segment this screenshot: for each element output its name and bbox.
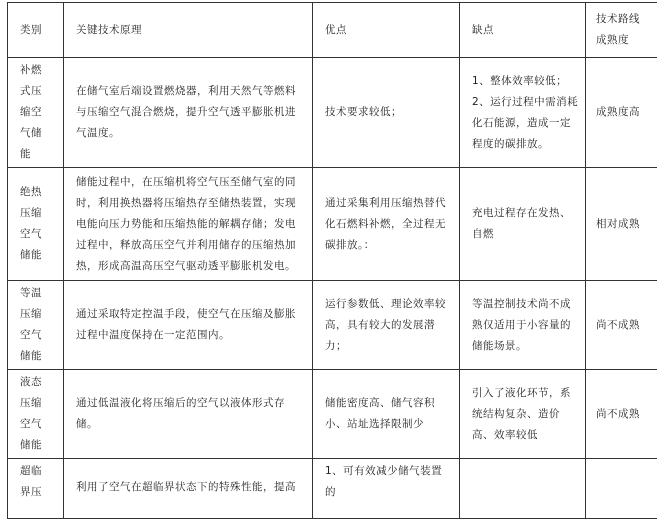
table-row bbox=[8, 168, 657, 281]
row-principle: 通过采取特定控温手段，使空气在压缩及膨胀过程中温度保持在一定范围内。 bbox=[64, 281, 313, 370]
table-row bbox=[8, 370, 657, 459]
row-advantages: 储能密度高、储气容积小、站址选择限制少 bbox=[313, 370, 460, 459]
row-advantages: 技术要求较低； bbox=[313, 58, 460, 168]
disadvantage-item: 等温控制技术尚不成熟仅适用于小容量的储能场景。 bbox=[472, 294, 579, 357]
row-disadvantages bbox=[460, 459, 586, 519]
disadvantage-item: 引入了液化环节，系统结构复杂、造价高、效率较低 bbox=[472, 383, 579, 446]
header-principle: 关键技术原理 bbox=[64, 3, 313, 58]
row-principle: 通过低温液化将压缩后的空气以液体形式存储。 bbox=[64, 370, 313, 459]
row-maturity: 尚不成熟 bbox=[586, 370, 657, 459]
row-category: 液态压缩空气储能 bbox=[8, 370, 64, 459]
row-maturity: 相对成熟 bbox=[586, 168, 657, 281]
disadvantage-item: 充电过程存在发热、自燃 bbox=[472, 203, 579, 245]
row-category: 补燃式压缩空气储能 bbox=[8, 58, 64, 168]
row-maturity: 成熟度高 bbox=[586, 58, 657, 168]
row-category: 超临界压 bbox=[8, 459, 64, 519]
header-advantages: 优点 bbox=[313, 3, 460, 58]
row-category: 绝热压缩空气储能 bbox=[8, 168, 64, 281]
row-maturity bbox=[586, 459, 657, 519]
technology-comparison-table bbox=[7, 2, 657, 519]
header-disadvantages: 缺点 bbox=[460, 3, 586, 58]
disadvantage-item: 2、运行过程中需消耗化石能源，造成一定程度的碳排放。 bbox=[472, 92, 579, 155]
row-maturity: 尚不成熟 bbox=[586, 281, 657, 370]
table-row bbox=[8, 459, 657, 519]
row-disadvantages bbox=[460, 281, 586, 370]
row-disadvantages bbox=[460, 58, 586, 168]
row-disadvantages bbox=[460, 370, 586, 459]
row-principle: 利用了空气在超临界状态下的特殊性能，提高 bbox=[64, 459, 313, 519]
row-advantages: 运行参数低、理论效率较高，具有较大的发展潜力； bbox=[313, 281, 460, 370]
row-principle: 储能过程中，在压缩机将空气压至储气室的同时，利用换热器将压缩热存至储热装置，实现电能向压力势能和压缩热能的解耦存储；发电过程中，释放高压空气并利用储存的压缩热加热，形成高温高压空气驱动透平膨胀机发电。 bbox=[64, 168, 313, 281]
header-maturity: 技术路线成熟度 bbox=[586, 3, 657, 58]
table-row bbox=[8, 58, 657, 168]
table-row bbox=[8, 281, 657, 370]
disadvantage-item: 1、整体效率较低； bbox=[472, 71, 579, 92]
row-principle: 在储气室后端设置燃烧器，利用天然气等燃料与压缩空气混合燃烧，提升空气透平膨胀机进气温度。 bbox=[64, 58, 313, 168]
table-header-row bbox=[8, 3, 657, 58]
row-disadvantages bbox=[460, 168, 586, 281]
row-advantages: 通过采集利用压缩热替代化石燃料补燃，全过程无碳排放。： bbox=[313, 168, 460, 281]
row-advantages: 1、可有效减少储气装置的 bbox=[313, 459, 460, 519]
header-category: 类别 bbox=[8, 3, 64, 58]
row-category: 等温压缩空气储能 bbox=[8, 281, 64, 370]
